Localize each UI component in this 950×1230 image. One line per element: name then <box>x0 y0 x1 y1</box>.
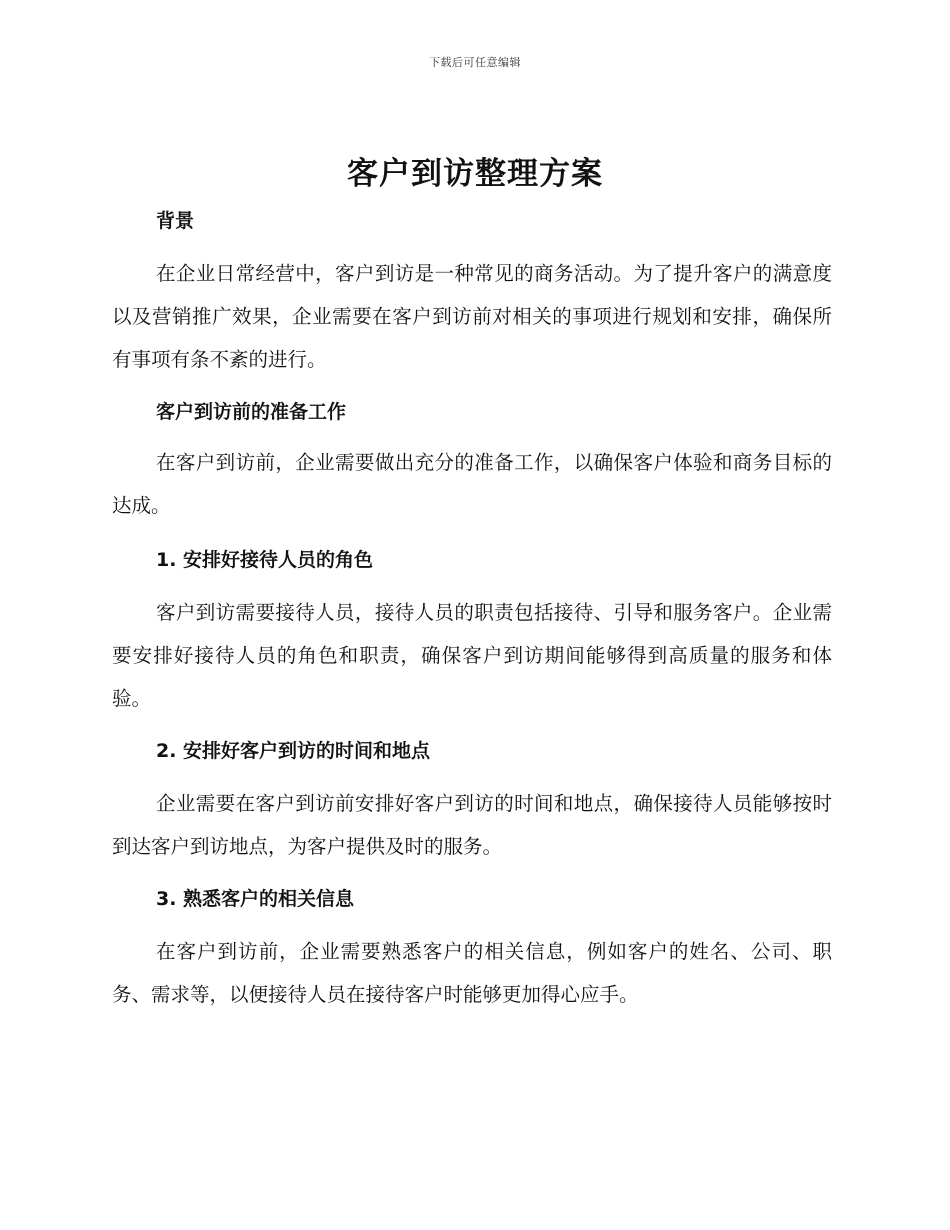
section-heading-item-1: 1. 安排好接待人员的角色 <box>156 549 374 571</box>
section-paragraph-item-1: 客户到访需要接待人员，接待人员的职责包括接待、引导和服务客户。企业需要安排好接待人员的角色和职责，确保客户到访期间能够得到高质量的服务和体验。 <box>112 601 832 710</box>
section-heading-background: 背景 <box>156 210 195 232</box>
section-heading-item-2: 2. 安排好客户到访的时间和地点 <box>156 740 431 762</box>
section-heading-item-3: 3. 熟悉客户的相关信息 <box>156 888 355 910</box>
document-title: 客户到访整理方案 <box>347 156 603 192</box>
section-heading-preparation: 客户到访前的准备工作 <box>156 401 347 423</box>
section-paragraph-background: 在企业日常经营中，客户到访是一种常见的商务活动。为了提升客户的满意度以及营销推广效果，企业需要在客户到访前对相关的事项进行规划和安排，确保所有事项有条不紊的进行。 <box>112 262 832 371</box>
section-paragraph-preparation: 在客户到访前，企业需要做出充分的准备工作，以确保客户体验和商务目标的达成。 <box>112 451 832 517</box>
section-paragraph-item-2: 企业需要在客户到访前安排好客户到访的时间和地点，确保接待人员能够按时到达客户到访地点，为客户提供及时的服务。 <box>112 792 832 858</box>
section-paragraph-item-3: 在客户到访前，企业需要熟悉客户的相关信息，例如客户的姓名、公司、职务、需求等，以便接待人员在接待客户时能够更加得心应手。 <box>112 940 832 1006</box>
document-body <box>112 200 832 1016</box>
page-header-note: 下载后可任意编辑 <box>429 56 521 69</box>
